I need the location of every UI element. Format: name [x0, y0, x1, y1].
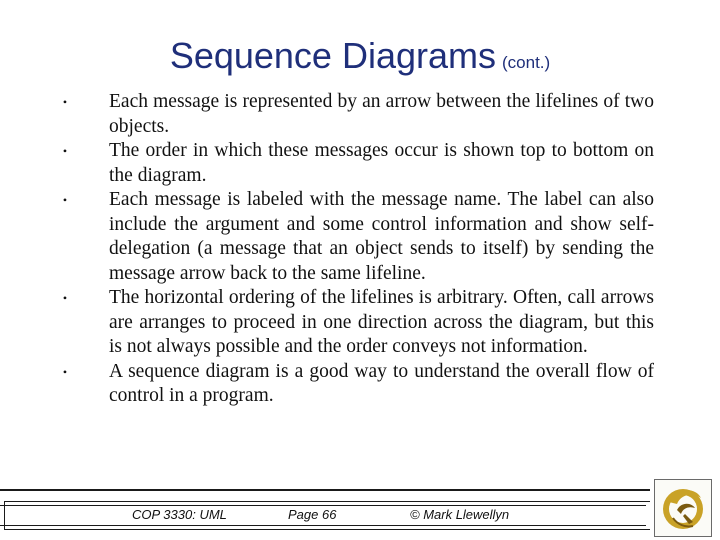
bullet-marker: •: [62, 291, 68, 305]
footer-divider: [0, 525, 646, 526]
bullet-item: [0, 360, 654, 409]
bullet-list: [0, 90, 720, 409]
footer-course: COP 3330: UML: [132, 507, 227, 522]
bullet-marker: •: [62, 144, 68, 158]
ucf-pegasus-logo: [654, 479, 712, 537]
bullet-text: A sequence diagram is a good way to understand the overall flow of control in a program.: [109, 360, 654, 406]
bullet-item: [0, 90, 654, 139]
pegasus-icon: [655, 480, 711, 536]
footer-divider: [0, 489, 650, 491]
footer-author: © Mark Llewellyn: [410, 507, 510, 522]
bullet-text: The order in which these messages occur is shown top to bottom on the diagram.: [109, 140, 654, 186]
footer-page-number: Page 66: [288, 507, 337, 522]
bullet-marker: •: [62, 95, 68, 109]
slide-title: [0, 34, 720, 85]
bullet-item: [0, 286, 654, 360]
footer-divider: [0, 505, 646, 506]
title-main: Sequence Diagrams: [169, 35, 496, 76]
bullet-text: Each message is represented by an arrow between the lifelines of two objects.: [109, 91, 654, 137]
bullet-text: The horizontal ordering of the lifelines is arbitrary. Often, call arrows are arranges to proceed in one direction across the diagram, but this is not always possible and the order conveys not information.: [109, 287, 654, 357]
bullet-marker: •: [62, 193, 68, 207]
title-suffix: (cont.): [502, 53, 551, 72]
slide-footer: [0, 489, 720, 540]
bullet-item: [0, 139, 654, 188]
bullet-marker: •: [62, 364, 68, 379]
bullet-text: Each message is labeled with the message name. The label can also include the argument and some control information and show self-delegation (a message that an object sends to itself) by sending the message arrow back to the same lifeline.: [109, 189, 654, 284]
bullet-item: [0, 188, 654, 286]
